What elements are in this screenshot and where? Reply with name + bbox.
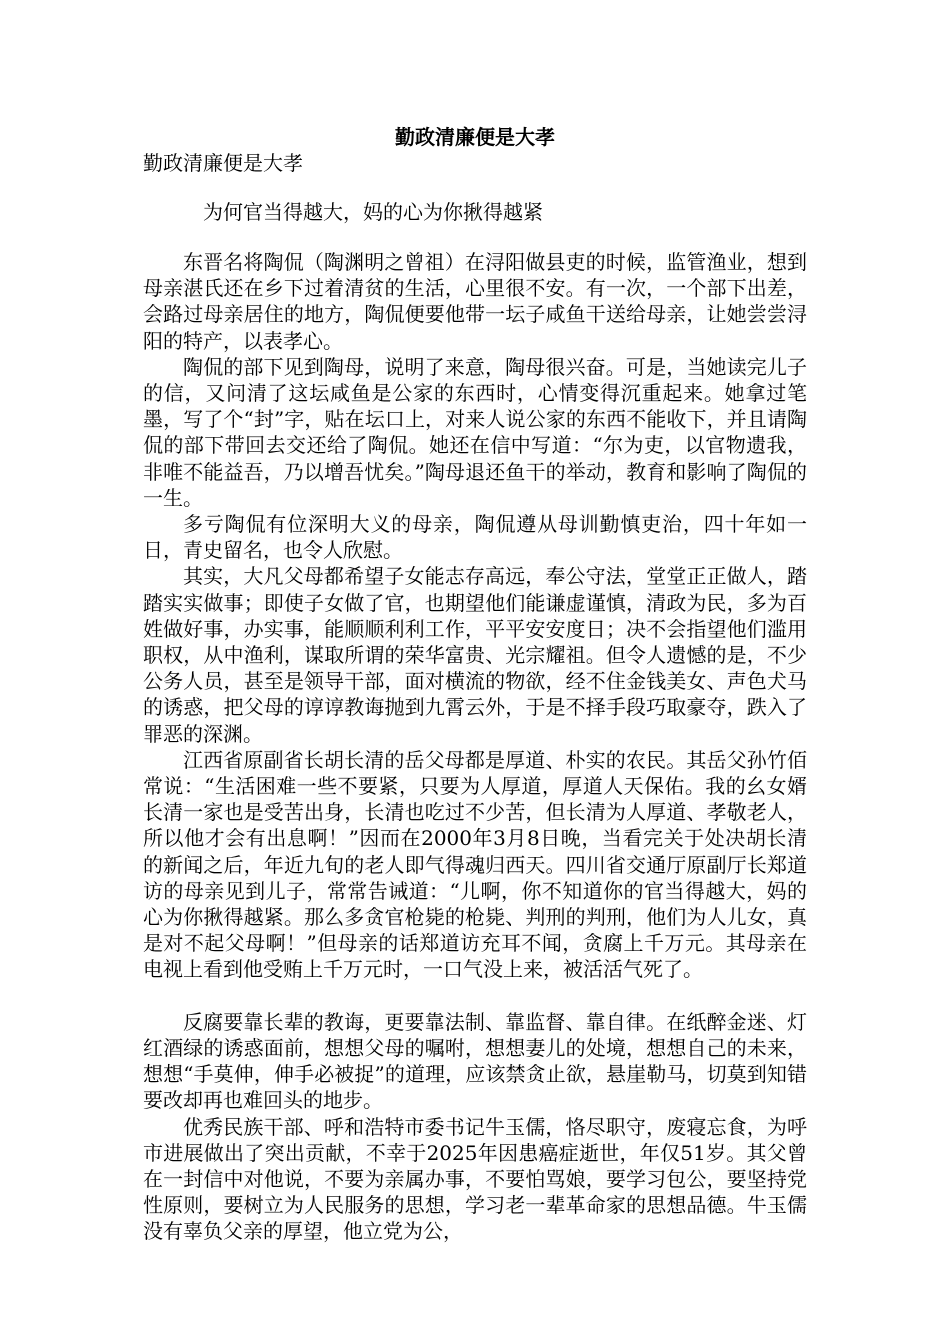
paragraph: 反腐要靠长辈的教诲，更要靠法制、靠监督、靠自律。在纸醉金迷、灯红酒绿的诱惑面前，想想父母的嘱咐，想想妻儿的处境，想想自己的未来，想想“手莫伸，伸手必被捉”的道理，应该禁贪止欲，悬崖勒马，切莫到知错要改却再也难回头的地步。 — [143, 1009, 807, 1113]
paragraph: 陶侃的部下见到陶母，说明了来意，陶母很兴奋。可是，当她读完儿子的信，又问清了这坛咸鱼是公家的东西时，心情变得沉重起来。她拿过笔墨，写了个“封”字，贴在坛口上，对来人说公家的东西不能收下，并且请陶侃的部下带回去交还给了陶侃。她还在信中写道：“尔为吏，以官物遗我，非唯不能益吾，乃以增吾忧矣。”陶母退还鱼干的举动，教育和影响了陶侃的一生。 — [143, 354, 807, 510]
document-subtitle: 勤政清廉便是大孝 — [143, 151, 303, 175]
paragraph: 江西省原副省长胡长清的岳父母都是厚道、朴实的农民。其岳父孙竹佰常说：“生活困难一些不要紧，只要为人厚道，厚道人天保佑。我的幺女婿长清一家也是受苦出身，长清也吃过不少苦，但长清为人厚道、孝敬老人，所以他才会有出息啊！”因而在2000年3月8日晚，当看完关于处决胡长清的新闻之后，年近九旬的老人即气得魂归西天。四川省交通厅原副厅长郑道访的母亲见到儿子，常常告诫道：“儿啊，你不知道你的官当得越大，妈的心为你揪得越紧。那么多贪官枪毙的枪毙、判刑的判刑，他们为人儿女，真是对不起父母啊！”但母亲的话郑道访充耳不闻，贪腐上千万元。其母亲在电视上看到他受贿上千万元时，一口气没上来，被活活气死了。 — [143, 747, 807, 982]
paragraph: 多亏陶侃有位深明大义的母亲，陶侃遵从母训勤慎吏治，四十年如一日，青史留名，也令人欣慰。 — [143, 512, 807, 563]
paragraph: 优秀民族干部、呼和浩特市委书记牛玉儒，恪尽职守，废寝忘食，为呼市进展做出了突出贡献，不幸于2025年因患癌症逝世，年仅51岁。其父曾在一封信中对他说，不要为亲属办事，不要怕骂娘，要学习包公，要坚持党性原则，要树立为人民服务的思想，学习老一辈革命家的思想品德。牛玉儒没有辜负父亲的厚望，他立党为公， — [143, 1114, 807, 1244]
section-heading: 为何官当得越大，妈的心为你揪得越紧 — [203, 200, 543, 224]
paragraph: 东晋名将陶侃（陶渊明之曾祖）在浔阳做县吏的时候，监管渔业，想到母亲湛氏还在乡下过着清贫的生活，心里很不安。有一次，一个部下出差，会路过母亲居住的地方，陶侃便要他带一坛子咸鱼干送给母亲，让她尝尝浔阳的特产，以表孝心。 — [143, 250, 807, 353]
paragraph: 其实，大凡父母都希望子女能志存高远，奉公守法，堂堂正正做人，踏踏实实做事；即使子女做了官，也期望他们能谦虚谨慎，清政为民，多为百姓做好事，办实事，能顺顺利利工作，平平安安度日；决不会指望他们滥用职权，从中渔利，谋取所谓的荣华富贵、光宗耀祖。但令人遗憾的是，不少公务人员，甚至是领导干部，面对横流的物欲，经不住金钱美女、声色犬马的诱惑，把父母的谆谆教诲抛到九霄云外，于是不择手段巧取豪夺，跌入了罪恶的深渊。 — [143, 564, 807, 746]
document-title: 勤政清廉便是大孝 — [395, 125, 555, 149]
document-body — [143, 249, 807, 1245]
